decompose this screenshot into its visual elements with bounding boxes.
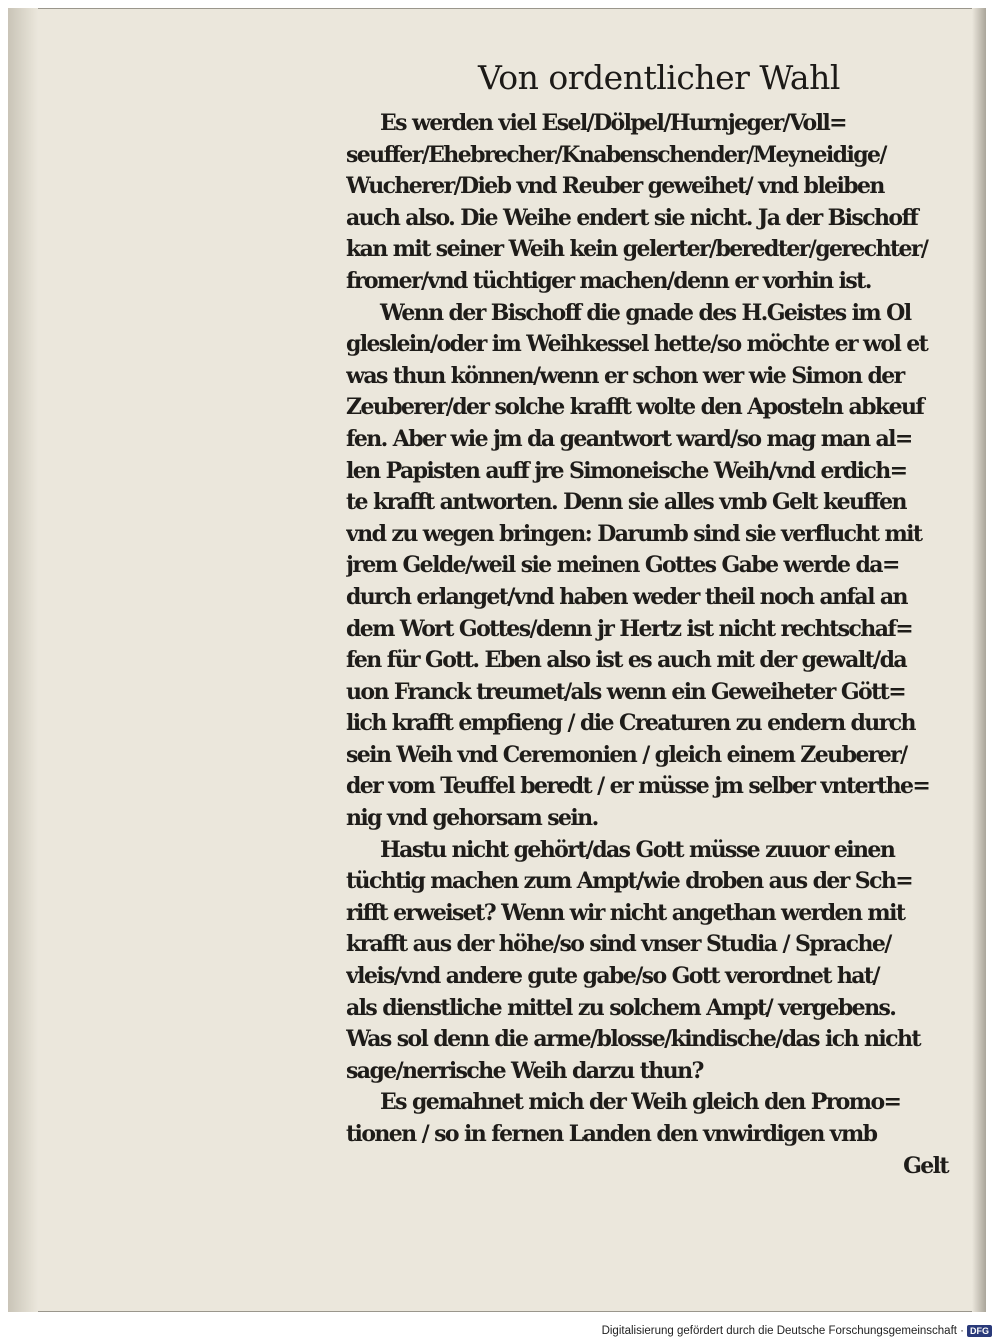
- text-line: tionen / so in fernen Landen den vnwirdigen vmb: [346, 1121, 877, 1147]
- text-line: Zeuberer/der solche krafft wolte den Aposteln abkeuf: [346, 394, 924, 421]
- text-line: nig vnd gehorsam sein.: [346, 805, 598, 832]
- text-line: Wucherer/Dieb vnd Reuber geweihet/ vnd bleiben: [346, 173, 884, 200]
- running-title: Von ordentlicher Wahl: [478, 58, 840, 97]
- text-line: Was sol denn die arme/blosse/kindische/das ich nicht: [346, 1026, 920, 1053]
- credit-text: Digitalisierung gefördert durch die Deutsche Forschungsgemeinschaft ·: [601, 1325, 964, 1337]
- text-line: lich krafft empfieng / die Creaturen zu endern durch: [346, 710, 915, 737]
- text-line: vnd zu wegen bringen: Darumb sind sie verflucht mit: [346, 520, 922, 547]
- text-line: Wenn der Bischoff die gnade des H.Geistes im Ol: [380, 299, 911, 326]
- text-line: fromer/vnd tüchtiger machen/denn er vorhin ist.: [346, 267, 871, 294]
- text-line: jrem Gelde/weil sie meinen Gottes Gabe werde da=: [346, 552, 899, 579]
- text-line: der vom Teuffel beredt / er müsse jm selber vnterthe=: [346, 773, 930, 800]
- dfg-logo-icon: DFG: [967, 1325, 992, 1337]
- book-page: [8, 8, 986, 1312]
- text-line: Es gemahnet mich der Weih gleich den Promo=: [380, 1089, 901, 1116]
- text-line: dem Wort Gottes/denn jr Hertz ist nicht rechtschaf=: [346, 615, 913, 642]
- text-line: vleis/vnd andere gute gabe/so Gott verordnet hat/: [346, 963, 879, 990]
- text-line: sein Weih vnd Ceremonien / gleich einem Zeuberer/: [346, 741, 907, 768]
- catchword: Gelt: [903, 1152, 948, 1179]
- text-line: kan mit seiner Weih kein gelerter/beredter/gerechter/: [346, 236, 928, 263]
- text-line: te krafft antworten. Denn sie alles vmb Gelt keuffen: [346, 489, 906, 516]
- text-line: uon Franck treumet/als wenn ein Geweiheter Gött=: [346, 678, 906, 705]
- text-line: fen. Aber wie jm da geantwort ward/so mag man al=: [346, 425, 912, 452]
- text-line: Es werden viel Esel/Dölpel/Hurnjeger/Voll=: [380, 110, 846, 136]
- text-line: sage/nerrische Weih darzu thun?: [346, 1057, 703, 1084]
- text-line: gleslein/oder im Weihkessel hette/so möchte er wol et: [346, 331, 928, 358]
- text-line: als dienstliche mittel zu solchem Ampt/ vergebens.: [346, 994, 896, 1021]
- text-line: was thun können/wenn er schon wer wie Simon der: [346, 362, 904, 389]
- text-line: tüchtig machen zum Ampt/wie droben aus der Sch=: [346, 868, 913, 895]
- text-line: seuffer/Ehebrecher/Knabenschender/Meyneidige/: [346, 141, 886, 168]
- text-line: fen für Gott. Eben also ist es auch mit der gewalt/da: [346, 647, 907, 674]
- digitization-credit: [602, 1325, 992, 1337]
- text-line: durch erlanget/vnd haben weder theil noch anfal an: [346, 583, 907, 610]
- text-line: len Papisten auff jre Simoneische Weih/vnd erdich=: [346, 457, 907, 484]
- text-line: Hastu nicht gehört/das Gott müsse zuuor einen: [380, 836, 895, 863]
- text-line: krafft aus der höhe/so sind vnser Studia / Sprache/: [346, 931, 891, 958]
- text-line: auch also. Die Weihe endert sie nicht. Ja der Bischoff: [346, 204, 918, 231]
- text-line: rifft erweiset? Wenn wir nicht angethan werden mit: [346, 899, 905, 926]
- page-text-block: [346, 108, 966, 1182]
